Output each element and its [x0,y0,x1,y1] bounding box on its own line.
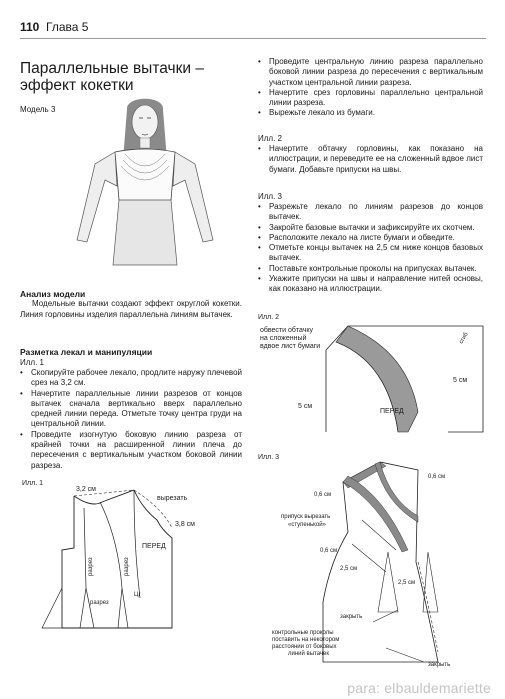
svg-text:разрез: разрез [90,600,109,606]
list-item: • Отметьте концы вытачек на 2,5 см ниже концов базовых вытачек. [258,243,483,264]
figure-2-facing [258,312,488,444]
svg-text:0,6 см: 0,6 см [314,492,332,498]
list-item: • Разрежьте лекало по линиям разрезов до концов вытачек. [258,202,483,223]
svg-text:вдвое лист бумаги: вдвое лист бумаги [260,343,321,350]
figure-1-pattern [22,478,247,646]
list-item: • Поставьте контрольные проколы на припусках вытачек. [258,264,483,274]
svg-text:поставить на некотором: поставить на некотором [272,637,340,643]
list-item: • Расположите лекало на листе бумаги и обведите. [258,233,483,243]
analysis-heading: Анализ модели [20,289,86,299]
svg-text:Цг: Цг [134,592,141,598]
right-top-instructions [258,57,483,119]
construction-heading: Разметка лекал и манипуляции [20,347,153,357]
chapter-title: Глава 5 [46,20,89,34]
ill1-label: Илл. 1 [20,358,44,367]
svg-text:закрыть: закрыть [340,614,363,620]
svg-text:3,8 см: 3,8 см [175,521,195,528]
svg-text:2,5 см: 2,5 см [398,580,416,586]
figure-3-final-pattern [258,452,488,672]
svg-text:«ступенькой»: «ступенькой» [288,522,326,528]
svg-text:ПЕРЕД: ПЕРЕД [142,543,166,550]
list-item: • Закройте базовые вытачки и зафиксируйте их скотчем. [258,223,483,233]
header-rule [20,38,486,39]
list-item: • Укажите припуски на швы и направление нитей основы, как показано на иллюстрации. [258,274,483,295]
list-item: • Начертите обтачку горловины, как показано на иллюстрации, и переведите ее на сложенный вдвое лист бумаги. Добавьте припуски на швы. [258,144,483,175]
svg-text:разрез: разрез [88,557,94,576]
figure-2-label: Илл. 2 [258,314,279,321]
page-number: 110 [20,20,40,34]
svg-text:5 см: 5 см [453,377,468,384]
model-illustration [55,90,235,270]
ill2-instructions [258,144,483,175]
svg-text:2,5 см: 2,5 см [340,566,358,572]
svg-text:0,6 см: 0,6 см [428,474,446,480]
svg-text:0,6 см: 0,6 см [320,548,338,554]
list-item: • Начертите параллельные линии разрезов от концов вытачек сначала вертикально вверх параллельно средней линии переда. Отметьте точку центра груди на центральной линии. [20,389,242,430]
svg-text:вырезать: вырезать [157,495,188,502]
list-item: • Скопируйте рабочее лекало, продлите наружу плечевой срез на 3,2 см. [20,368,242,389]
svg-text:ПЕРЕД: ПЕРЕД [380,408,404,415]
ill1-instructions [20,368,242,471]
list-item: • Проведите центральную линию разреза параллельно боковой линии разреза до пересечения с вертикальным участком центральной линии разреза. [258,57,483,88]
svg-text:3,2 см: 3,2 см [76,486,96,493]
svg-text:5 см: 5 см [298,403,313,410]
svg-text:линий вытачек: линий вытачек [288,651,330,657]
section-title: Параллельные вытачки – эффект кокетки [20,60,204,94]
figure-1-label: Илл. 1 [22,480,43,487]
svg-text:закрыть: закрыть [428,662,451,668]
svg-text:обвести обтачку: обвести обтачку [260,327,314,334]
ill2-label: Илл. 2 [258,134,282,143]
watermark-credit: para: elbauldemariette [347,680,491,696]
list-item: • Начертите срез горловины параллельно центральной линии разреза. [258,88,483,109]
list-item: • Проведите изогнутую боковую линию разреза от крайней точки на расширенной линии плеча до пересечения с вертикальным участком боковой линии разреза. [20,430,242,471]
svg-text:припуск вырезать: припуск вырезать [281,514,331,520]
svg-text:на сложенный: на сложенный [260,335,307,342]
list-item: • Вырежьте лекало из бумаги. [258,108,483,118]
svg-text:сгиб: сгиб [458,331,470,345]
svg-text:расстоянии от боковых: расстоянии от боковых [272,644,337,650]
ill3-label: Илл. 3 [258,192,282,201]
model-label: Модель 3 [20,105,56,114]
svg-text:контрольные проколы: контрольные проколы [272,630,334,636]
svg-text:разрез: разрез [124,557,130,576]
analysis-text: Модельные вытачки создают эффект округлой кокетки. Линия горловины изделия параллельна линиям вытачек. [20,299,242,319]
figure-3-label: Илл. 3 [258,454,279,461]
ill3-instructions [258,202,483,295]
